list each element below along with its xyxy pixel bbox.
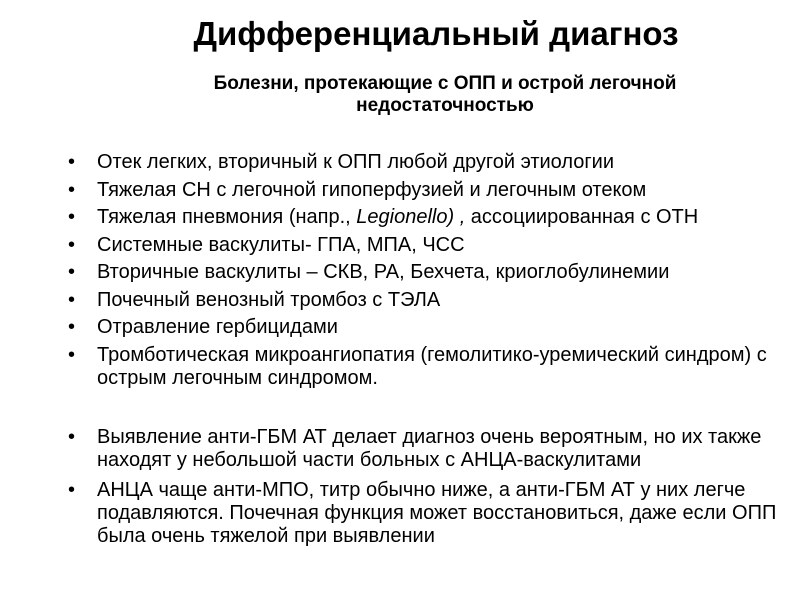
bullet-text: Тромботическая микроангиопатия (гемолитико-уремический синдром) с острым легочным синдромом. <box>97 343 767 389</box>
bullet-list-diseases <box>0 151 777 394</box>
bullet-dot: • <box>68 206 76 228</box>
bullet-text-italic: Legionello) , <box>356 206 466 228</box>
bullet-text: Отравление гербицидами <box>97 316 338 338</box>
bullet-item <box>0 151 777 174</box>
bullet-dot: • <box>68 316 76 338</box>
bullet-dot: • <box>68 288 76 311</box>
bullet-text: Отек легких, вторичный к ОПП любой другой этиологии <box>97 151 615 173</box>
bullet-text: Вторичные васкулиты – СКВ, РА, Бехчета, криоглобулинемии <box>97 261 670 283</box>
bullet-dot: • <box>68 343 76 366</box>
bullet-text: АНЦА чаще анти-МПО, титр обычно ниже, а анти-ГБМ АТ у них легче подавляются. Почечная функция может восстановиться, даже если ОПП была очень тяжелой при выявлении <box>97 479 777 547</box>
bullet-item <box>0 316 777 339</box>
bullet-item <box>0 289 777 312</box>
bullet-dot: • <box>68 426 76 448</box>
bullet-dot: • <box>68 178 76 201</box>
bullet-item <box>0 479 777 548</box>
bullet-text: Тяжелая СН с легочной гипоперфузией и легочным отеком <box>97 178 647 201</box>
slide-title: Дифференциальный диагноз <box>193 15 679 52</box>
bullet-text-pre: Тяжелая пневмония (напр., <box>97 206 357 228</box>
bullet-dot: • <box>68 479 76 501</box>
bullet-item <box>0 234 777 257</box>
bullet-list-notes <box>0 426 777 555</box>
bullet-item <box>0 261 777 284</box>
slide-subtitle: Болезни, протекающие с ОПП и острой легочной недостаточностью <box>213 73 677 116</box>
bullet-text-post: ассоциированная с ОТН <box>465 206 699 228</box>
bullet-item <box>0 344 777 390</box>
bullet-text: Системные васкулиты- ГПА, МПА, ЧСС <box>97 233 465 256</box>
bullet-item <box>0 426 777 472</box>
bullet-item <box>0 179 777 202</box>
bullet-text: Почечный венозный тромбоз с ТЭЛА <box>97 288 441 311</box>
bullet-dot: • <box>68 233 76 256</box>
bullet-text: Выявление анти-ГБМ АТ делает диагноз очень вероятным, но их также находят у небольшой части больных с АНЦА-васкулитами <box>97 426 762 471</box>
bullet-dot: • <box>68 151 76 173</box>
bullet-dot: • <box>68 261 76 283</box>
bullet-item <box>0 206 777 229</box>
